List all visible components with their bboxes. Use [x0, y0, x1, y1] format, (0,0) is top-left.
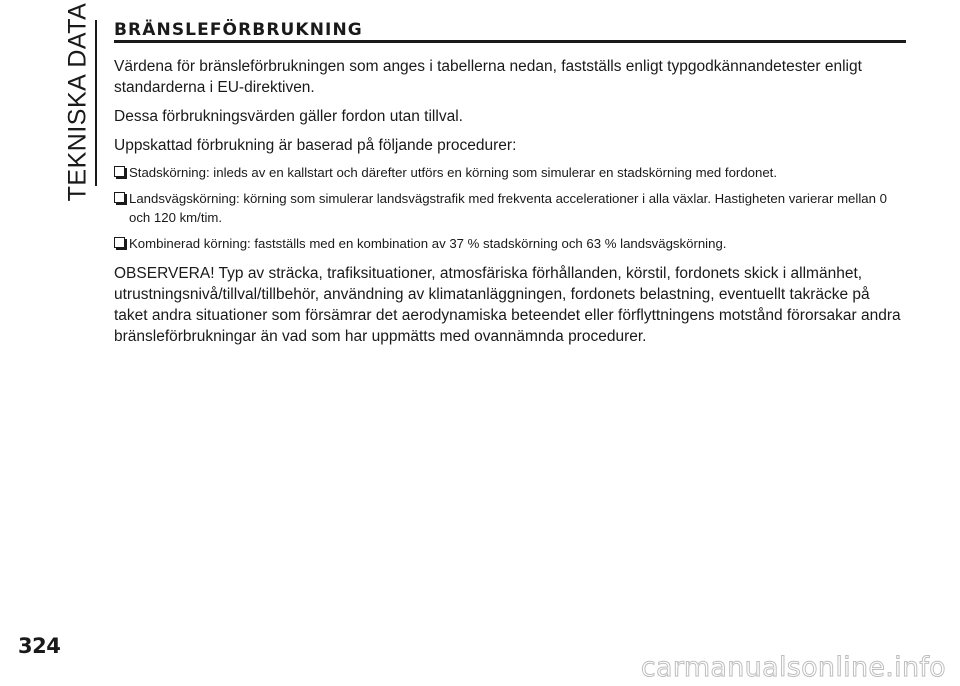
paragraph-no-options: Dessa förbrukningsvärden gäller fordon utan tillval. [114, 108, 463, 125]
list-item-text: Landsvägskörning: körning som simulerar landsvägstrafik med frekventa accelerationer i alla växlar. Hastigheten varierar mellan 0 och 120 km/tim. [129, 191, 887, 225]
checkbox-bullet-icon [114, 166, 125, 177]
page-heading: BRÄNSLEFÖRBRUKNING [114, 20, 363, 40]
page-number: 324 [18, 634, 61, 658]
checkbox-bullet-icon [114, 237, 125, 248]
list-item-text: Stadskörning: inleds av en kallstart och därefter utförs en körning som simulerar en stadskörning med fordonet. [129, 165, 777, 180]
checkbox-bullet-icon [114, 192, 125, 203]
heading-underline [114, 40, 906, 43]
section-side-label [56, 2, 96, 202]
list-item-text: Kombinerad körning: fastställs med en kombination av 37 % stadskörning och 63 % landsvägskörning. [129, 236, 727, 251]
watermark: carmanualsonline.info [640, 652, 946, 683]
paragraph-note: OBSERVERA! Typ av sträcka, trafiksituationer, atmosfäriska förhållanden, körstil, fordonets skick i allmänhet, utrustningsnivå/tillval/tillbehör, användning av klimatanläggningen, fordonets belastning, eventuellt takräcke på taket andra situationer som försämrar det aerodynamiska beteendet eller förflyttningens motstånd förorsakar andra bränsleförbrukningar än vad som har uppmätts med ovannämnda procedurer. [114, 265, 901, 345]
section-side-label-text: TEKNISKA DATA [63, 2, 92, 202]
paragraph-procedures: Uppskattad förbrukning är baserad på följande procedurer: [114, 137, 517, 154]
procedure-list [114, 163, 904, 253]
list-item [114, 234, 904, 253]
paragraph-intro: Värdena för bränsleförbrukningen som anges i tabellerna nedan, fastställs enligt typgodkännandetester enligt standarderna i EU-direktiven. [114, 58, 862, 96]
list-item [114, 189, 904, 227]
list-item [114, 163, 904, 182]
side-divider [95, 20, 97, 186]
document-body [114, 56, 904, 347]
